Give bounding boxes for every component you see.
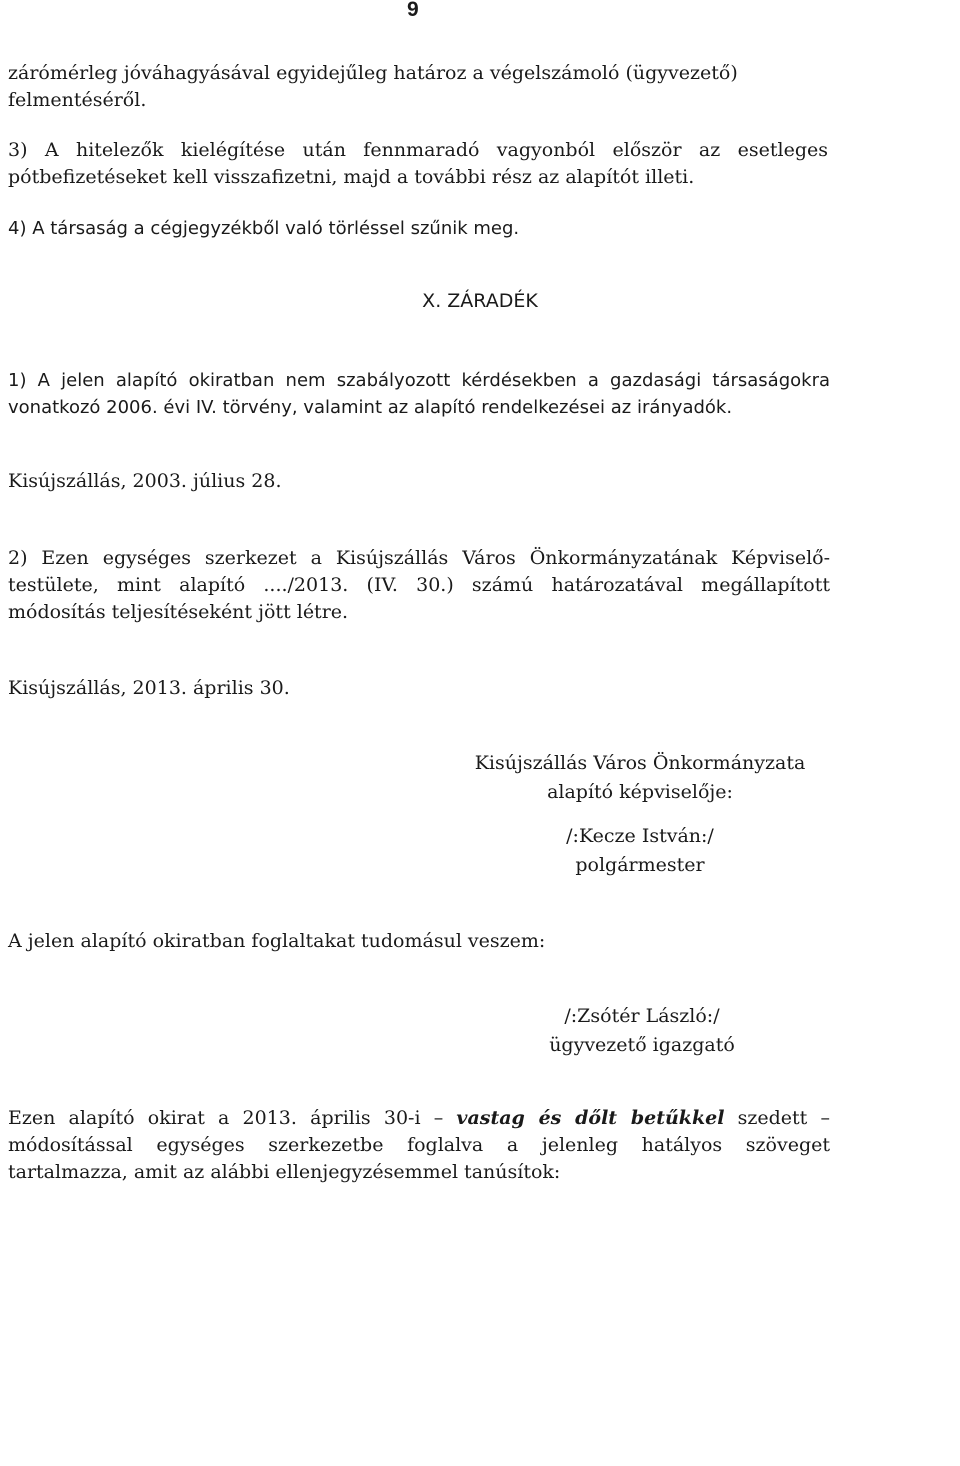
paragraph-3: 3) A hitelezők kielégítése után fennmaradó vagyonból először az esetleges pótbefizetéseket kell visszafizetni, majd a további rész az alapítót illeti. [8, 139, 828, 188]
signature-director [442, 1002, 842, 1060]
clause-1: 1) A jelen alapító okiratban nem szabályozott kérdésekben a gazdasági társaságokra vonatkozó 2006. évi IV. törvény, valamint az alapító rendelkezései az irányadók. [8, 370, 830, 418]
signature-founder-role: alapító képviselője: [547, 781, 733, 803]
closing-paragraph [8, 1105, 830, 1186]
paragraph-continuation-line-1: zárómérleg jóváhagyásával egyidejűleg határoz a végelszámoló (ügyvezető) [8, 62, 738, 84]
paragraph-continuation-line-2: felmentéséről. [8, 89, 147, 111]
signature-director-title: ügyvezető igazgató [549, 1034, 735, 1056]
closing-text-before: Ezen alapító okirat a 2013. április 30-i – [8, 1107, 457, 1129]
section-heading: X. ZÁRADÉK [422, 290, 538, 312]
date-2013: Kisújszállás, 2013. április 30. [8, 677, 290, 699]
closing-text-after: szedett – módosítással egységes szerkezetbe foglalva a jelenleg hatályos szöveget tartalmazza, amit az alábbi ellenjegyzésemmel tanúsítok: [8, 1107, 831, 1183]
acknowledgement-text: A jelen alapító okiratban foglaltakat tudomásul veszem: [8, 930, 546, 952]
signature-founder-name: /:Kecze István:/ [566, 825, 714, 847]
page-number: 9 [407, 0, 419, 21]
clause-2: 2) Ezen egységes szerkezet a Kisújszállás Város Önkormányzatának Képviselő-testülete, mint alapító ..../2013. (IV. 30.) számú határozatával megállapított módosítás teljesítéseként jött létre. [8, 547, 830, 623]
closing-emphasis: vastag és dőlt betűkkel [456, 1107, 725, 1129]
signature-founder-block [440, 822, 840, 880]
signature-director-name: /:Zsótér László:/ [564, 1005, 720, 1027]
paragraph-continuation [8, 60, 828, 114]
signature-founder-title: polgármester [575, 854, 705, 876]
date-2003: Kisújszállás, 2003. július 28. [8, 470, 282, 492]
paragraph-4: 4) A társaság a cégjegyzékből való törléssel szűnik meg. [8, 218, 520, 239]
signature-founder-org: Kisújszállás Város Önkormányzata [474, 752, 806, 774]
signature-founder [440, 749, 840, 807]
